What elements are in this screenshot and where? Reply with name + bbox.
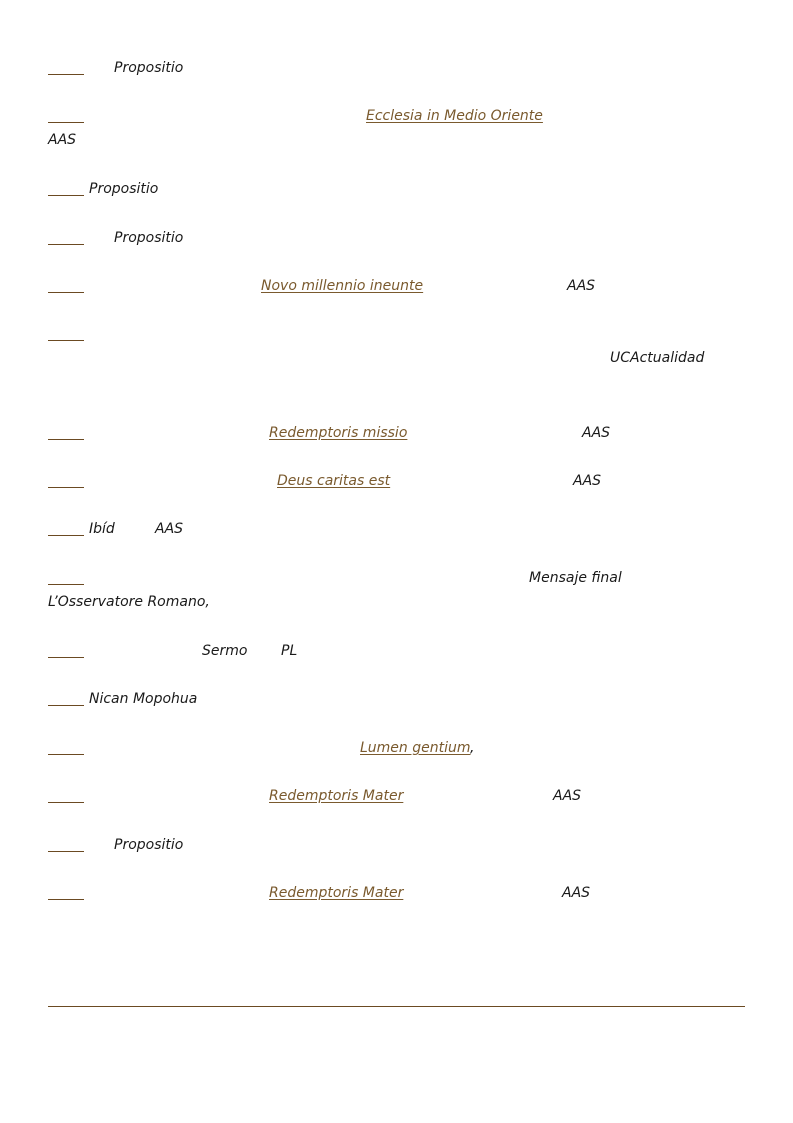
footnote-item (48, 228, 748, 268)
footnote-marker-rule (48, 74, 84, 75)
citation-text: Propositio (114, 60, 184, 76)
citation-link[interactable]: Redemptoris Mater (269, 885, 404, 901)
citation-text: Propositio (114, 230, 184, 246)
citation-text: UCActualidad (610, 350, 705, 366)
citation-link[interactable]: Ecclesia in Medio Oriente (366, 108, 543, 124)
footnote-marker-rule (48, 439, 84, 440)
footnote-marker-rule (48, 487, 84, 488)
citation-link[interactable]: Novo millennio ineunte (261, 278, 424, 294)
footnote-item (48, 328, 748, 368)
citation-text: Mensaje final (529, 570, 622, 586)
footnote-item (48, 786, 748, 826)
footnote-marker-rule (48, 851, 84, 852)
footnote-marker-rule (48, 705, 84, 706)
page-separator-rule (48, 1006, 745, 1007)
footnote-marker-rule (48, 244, 84, 245)
footnote-item (48, 179, 748, 219)
footnote-item (48, 471, 748, 511)
citation-text: AAS (48, 132, 77, 148)
citation-link[interactable]: Redemptoris missio (269, 425, 408, 441)
citation-text: AAS (582, 425, 611, 441)
citation-text: AAS (553, 788, 582, 804)
footnote-item (48, 58, 748, 98)
footnote-marker-rule (48, 584, 84, 585)
citation-text: AAS (155, 521, 184, 537)
citation-text: Nican Mopohua (89, 691, 198, 707)
footnote-item (48, 883, 748, 923)
footnote-marker-rule (48, 195, 84, 196)
footnote-item (48, 519, 748, 559)
footnote-marker-rule (48, 340, 84, 341)
footnote-marker-rule (48, 754, 84, 755)
footnote-item (48, 738, 748, 778)
citation-text: AAS (573, 473, 602, 489)
footnote-item (48, 835, 748, 875)
footnote-marker-rule (48, 122, 84, 123)
citation-text: , (470, 740, 475, 756)
citation-link[interactable]: Lumen gentium (360, 740, 471, 756)
citation-text: Ibíd (89, 521, 115, 537)
footnote-marker-rule (48, 535, 84, 536)
footnote-item (48, 423, 748, 463)
citation-text: L’Osservatore Romano, (48, 594, 210, 610)
footnote-marker-rule (48, 657, 84, 658)
citation-text: AAS (567, 278, 596, 294)
citation-text: PL (281, 643, 298, 659)
footnote-marker-rule (48, 292, 84, 293)
footnote-item (48, 689, 748, 729)
citation-text: Propositio (114, 837, 184, 853)
footnote-marker-rule (48, 802, 84, 803)
citation-text: Propositio (89, 181, 159, 197)
footnote-marker-rule (48, 899, 84, 900)
footnote-item (48, 276, 748, 316)
citation-link[interactable]: Deus caritas est (277, 473, 391, 489)
footnote-item (48, 106, 748, 146)
footnote-item (48, 568, 748, 608)
citation-text: AAS (562, 885, 591, 901)
citation-text: Sermo (202, 643, 248, 659)
citation-link[interactable]: Redemptoris Mater (269, 788, 404, 804)
footnote-item (48, 641, 748, 681)
